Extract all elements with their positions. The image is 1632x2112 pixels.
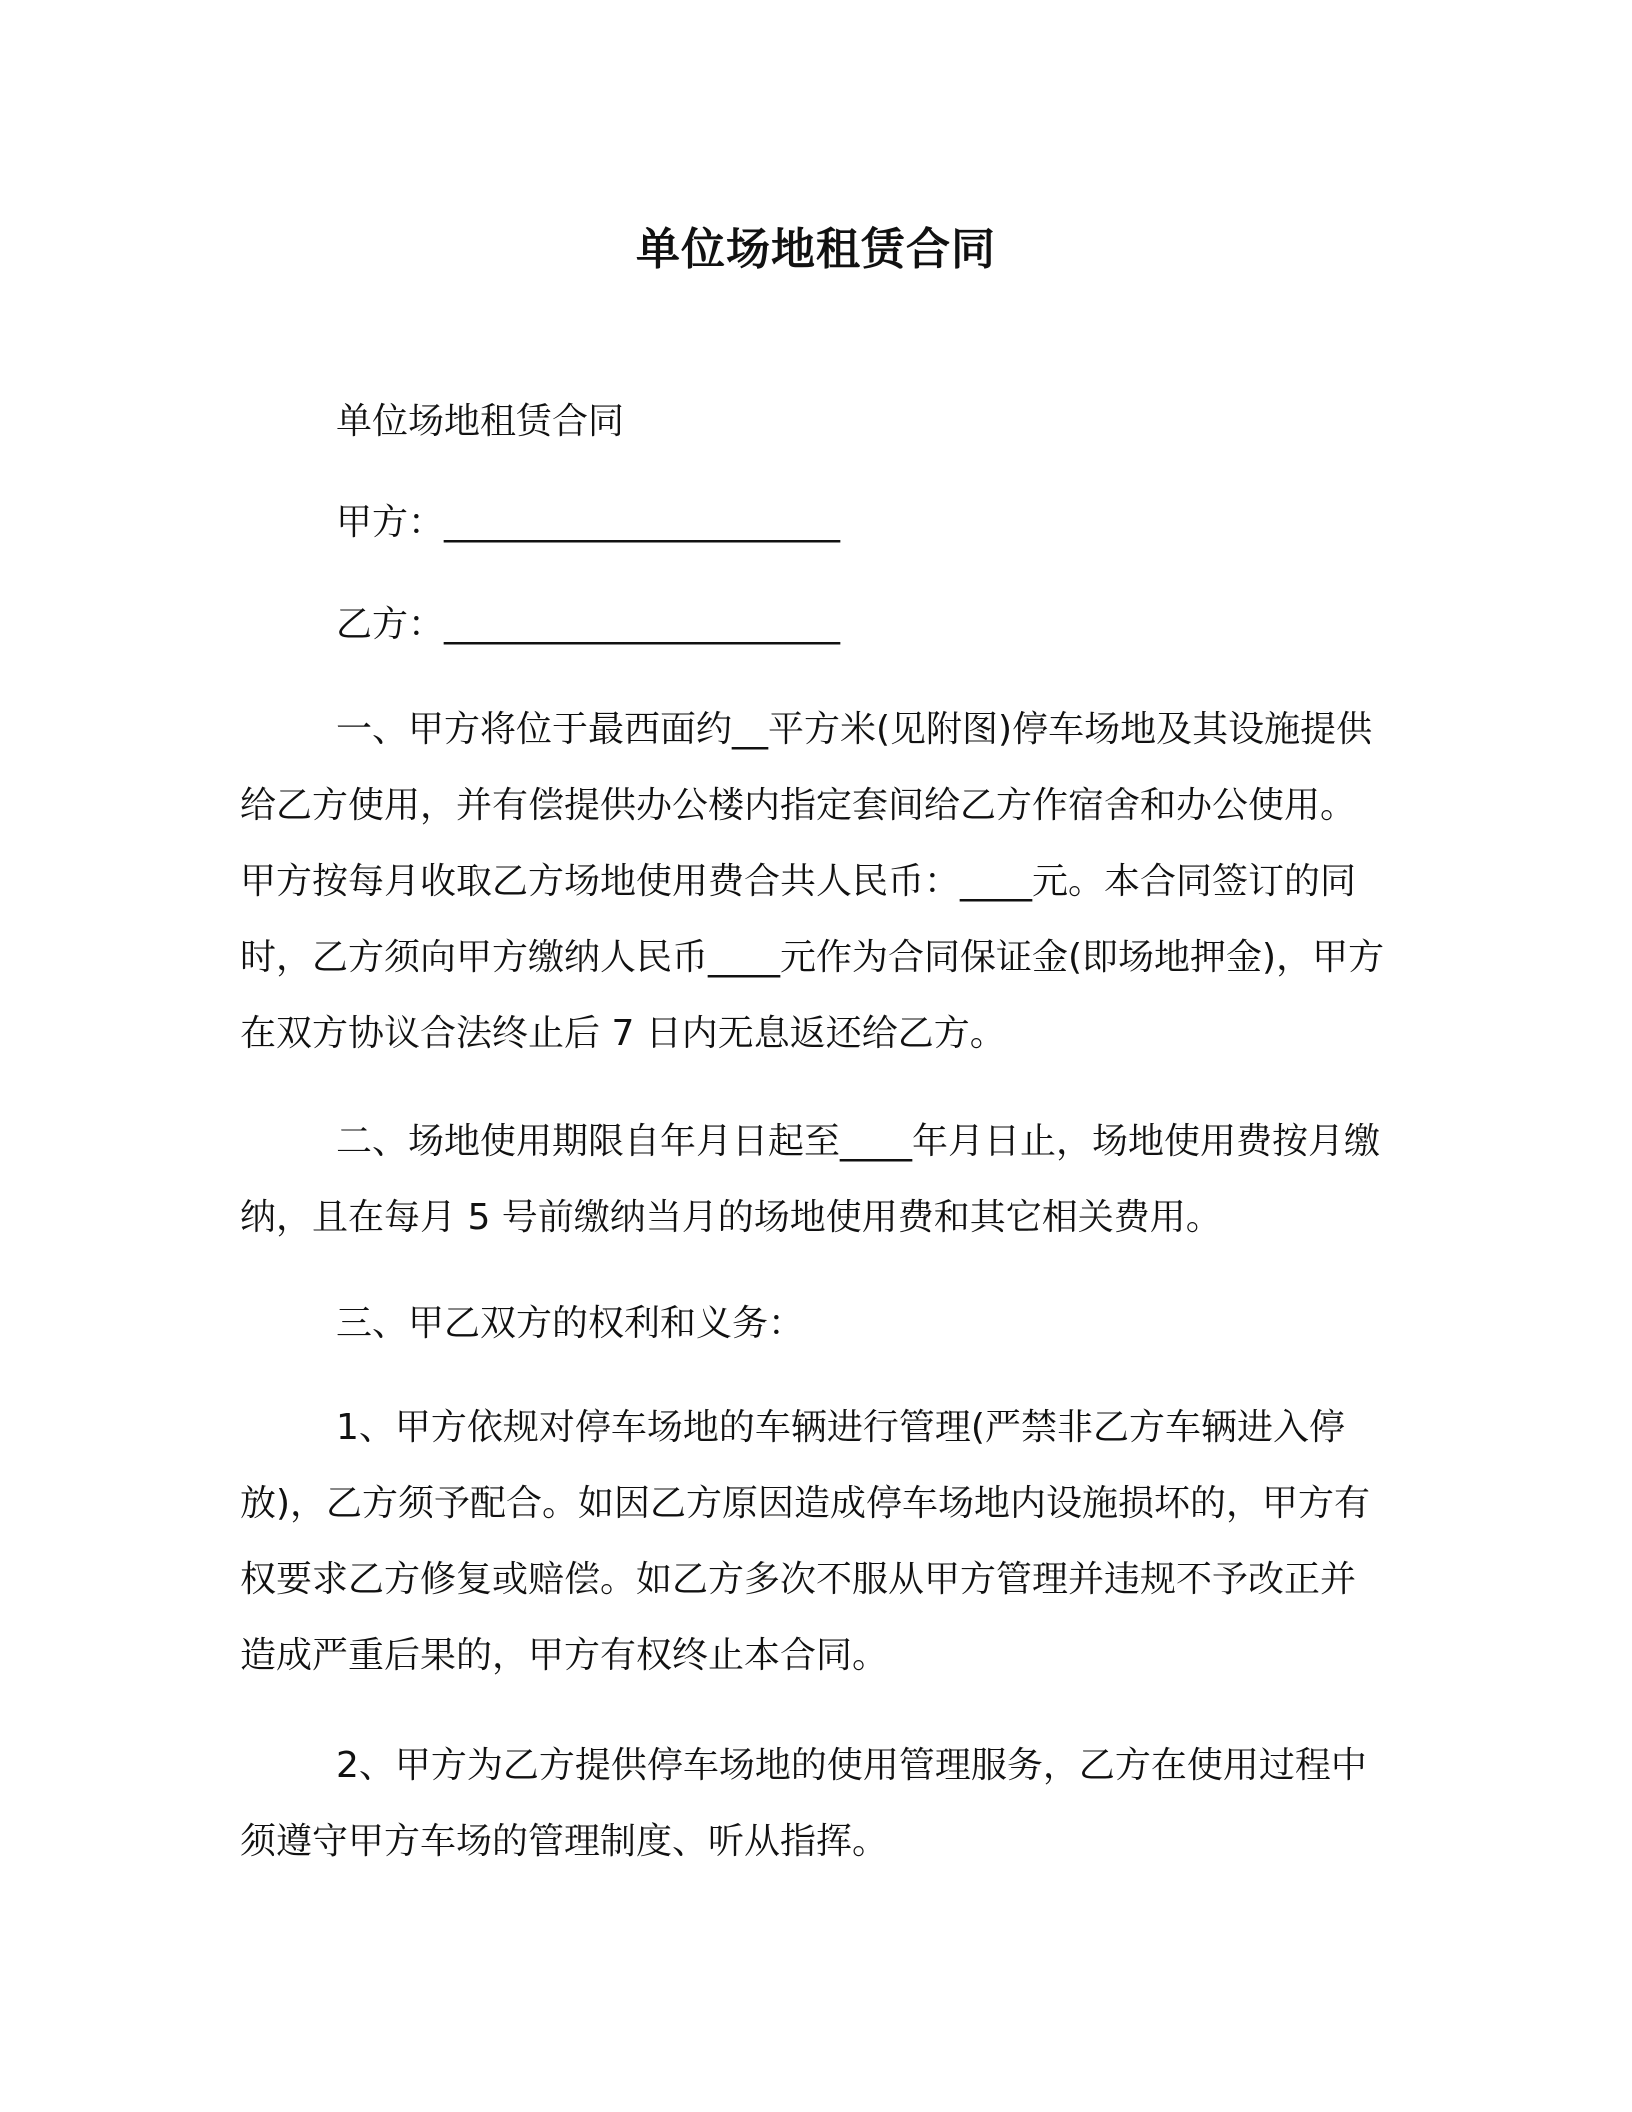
clause-3-2-paragraph: 2、甲方为乙方提供停车场地的使用管理服务，乙方在使用过程中须遵守甲方车场的管理制度、听从指挥。 xyxy=(240,1745,1367,1862)
document-subtitle: 单位场地租赁合同 xyxy=(336,401,625,442)
clause-1-paragraph: 一、甲方将位于最西面约__平方米(见附图)停车场地及其设施提供给乙方使用，并有偿提供办公楼内指定套间给乙方作宿舍和办公使用。甲方按每月收取乙方场地使用费合共人民币：____元。本合同签订的同时，乙方须向甲方缴纳人民币____元作为合同保证金(即场地押金)，甲方在双方协议合法终止后 7 日内无息返还给乙方。 xyxy=(240,709,1385,1054)
clause-3-heading: 三、甲乙双方的权利和义务： xyxy=(336,1303,805,1344)
clause-3-1-paragraph: 1、甲方依规对停车场地的车辆进行管理(严禁非乙方车辆进入停放)，乙方须予配合。如因乙方原因造成停车场地内设施损坏的，甲方有权要求乙方修复或赔偿。如乙方多次不服从甲方管理并违规不予改正并造成严重后果的，甲方有权终止本合同。 xyxy=(240,1407,1371,1676)
clause-2-paragraph: 二、场地使用期限自年月日起至____年月日止，场地使用费按月缴纳，且在每月 5 号前缴纳当月的场地使用费和其它相关费用。 xyxy=(240,1121,1381,1238)
document-title: 单位场地租赁合同 xyxy=(636,224,996,275)
party-b-line: 乙方：______________________ xyxy=(336,604,841,645)
party-a-line: 甲方：______________________ xyxy=(336,502,841,543)
